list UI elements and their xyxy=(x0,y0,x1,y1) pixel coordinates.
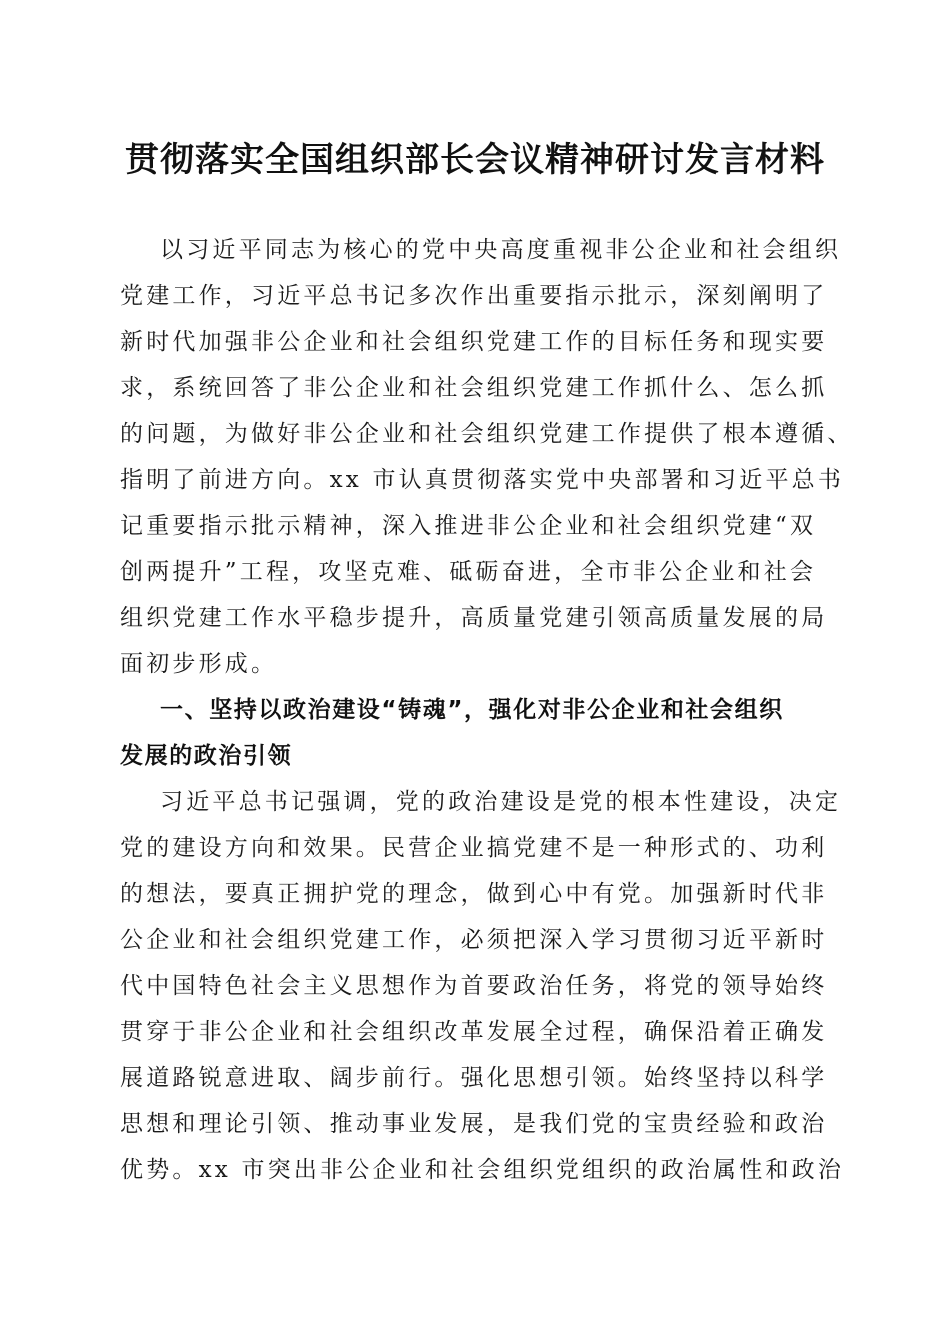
text-line: 的问题，为做好非公企业和社会组织党建工作提供了根本遵循、 xyxy=(120,421,854,447)
text-line: 习近平总书记强调，党的政治建设是党的根本性建设，决定 xyxy=(160,789,842,815)
text-line: 求，系统回答了非公企业和社会组织党建工作抓什么、怎么抓 xyxy=(120,375,828,401)
text-line: 优势。xx 市突出非公企业和社会组织党组织的政治属性和政治 xyxy=(120,1157,845,1183)
section-heading xyxy=(120,687,832,779)
text-line: 创两提升”工程，攻坚克难、砥砺奋进，全市非公企业和社会 xyxy=(120,559,817,585)
text-line: 代中国特色社会主义思想作为首要政治任务，将党的领导始终 xyxy=(120,973,828,999)
intro-paragraph xyxy=(120,227,854,687)
text-line: 新时代加强非公企业和社会组织党建工作的目标任务和现实要 xyxy=(120,329,828,355)
text-line: 指明了前进方向。xx 市认真贯彻落实党中央部署和习近平总书 xyxy=(120,467,845,493)
text-line: 思想和理论引领、推动事业发展，是我们党的宝贵经验和政治 xyxy=(120,1111,828,1137)
text-line: 党建工作，习近平总书记多次作出重要指示批示，深刻阐明了 xyxy=(120,283,828,309)
text-line: 贯穿于非公企业和社会组织改革发展全过程，确保沿着正确发 xyxy=(120,1019,828,1045)
text-line: 组织党建工作水平稳步提升，高质量党建引领高质量发展的局 xyxy=(120,605,828,631)
text-line: 以习近平同志为核心的党中央高度重视非公企业和社会组织 xyxy=(160,237,842,263)
document-body xyxy=(120,227,854,1193)
text-line: 党的建设方向和效果。民营企业搞党建不是一种形式的、功利 xyxy=(120,835,828,861)
heading-line: 一、坚持以政治建设“铸魂”，强化对非公企业和社会组织 xyxy=(160,697,784,723)
text-line: 的想法，要真正拥护党的理念，做到心中有党。加强新时代非 xyxy=(120,881,828,907)
heading-line: 发展的政治引领 xyxy=(120,743,293,769)
section-paragraph xyxy=(120,779,845,1193)
text-line: 记重要指示批示精神，深入推进非公企业和社会组织党建“双 xyxy=(120,513,817,539)
document-title: 贯彻落实全国组织部长会议精神研讨发言材料 xyxy=(125,140,825,180)
text-line: 面初步形成。 xyxy=(120,651,278,677)
text-line: 公企业和社会组织党建工作，必须把深入学习贯彻习近平新时 xyxy=(120,927,828,953)
text-line: 展道路锐意进取、阔步前行。强化思想引领。始终坚持以科学 xyxy=(120,1065,828,1091)
